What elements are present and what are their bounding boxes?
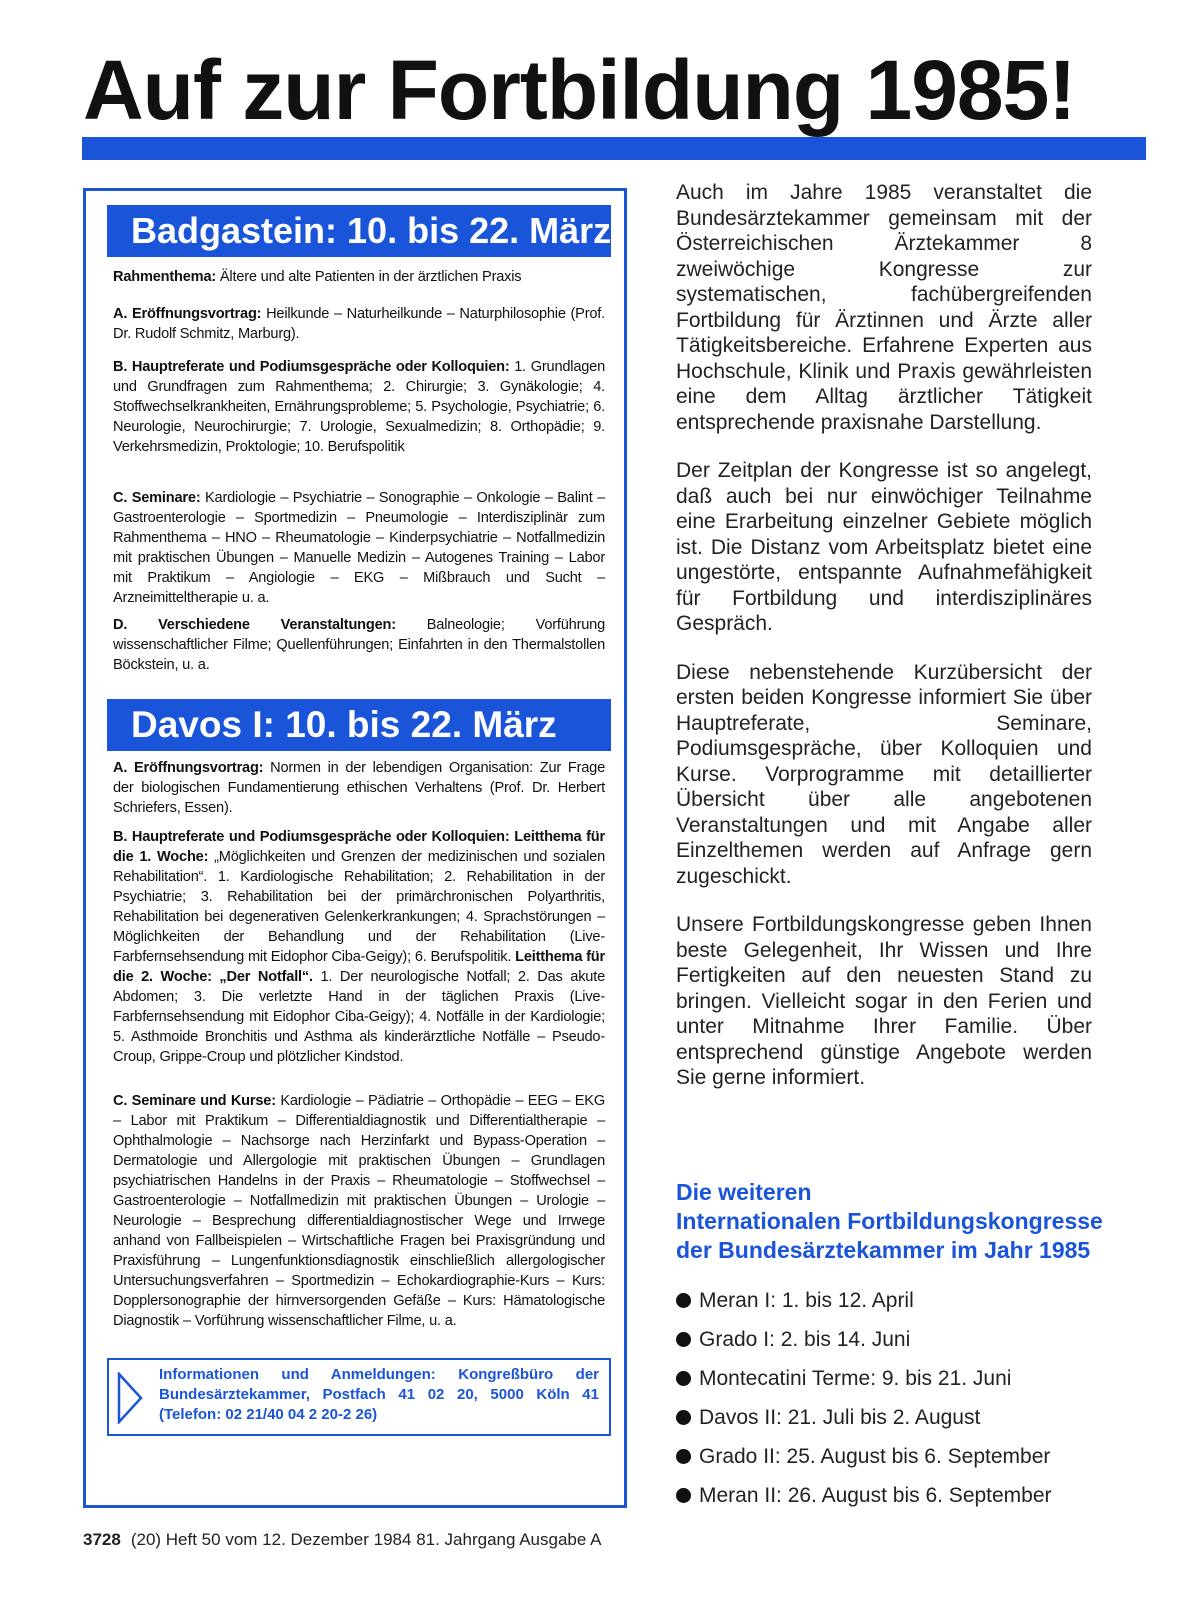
- list-item-text: Montecatini Terme: 9. bis 21. Juni: [699, 1367, 1012, 1390]
- page-number: 3728: [83, 1530, 121, 1549]
- section-b-label-week2: Leitthema für die 2. Woche: „Der Notfall“.: [113, 949, 605, 985]
- intro-column: [676, 180, 1092, 1114]
- rahmen-label: Rahmenthema:: [113, 269, 217, 285]
- page-headline: Auf zur Fortbildung 1985!: [83, 43, 1076, 137]
- section-a-text: Heilkunde – Naturheilkunde – Naturphilosophie (Prof. Dr. Rudolf Schmitz, Marburg).: [113, 306, 605, 342]
- program-box: [83, 188, 627, 1508]
- badgastein-section-b: [113, 357, 605, 457]
- further-congresses-heading: [676, 1178, 1116, 1265]
- section-b-label: B. Hauptreferate und Podiumsgespräche oder Kolloquien:: [113, 359, 510, 375]
- bullet-icon: [676, 1449, 691, 1464]
- davos-section-b: [113, 827, 605, 1067]
- badgastein-banner: Badgastein: 10. bis 22. März: [107, 205, 611, 257]
- intro-paragraph: Unsere Fortbildungskongresse geben Ihnen beste Gelegenheit, Ihr Wissen und Ihre Fertigkeiten auf den neuesten Stand zu bringen. Vielleicht sogar in den Ferien und unter Mitnahme Ihrer Familie. Über entsprechend günstige Angebote werden Sie gerne informiert.: [676, 913, 1092, 1089]
- section-c-label: C. Seminare:: [113, 490, 201, 506]
- badgastein-section-d: [113, 615, 605, 675]
- heading-line: Internationalen Fortbildungskongresse: [676, 1208, 1103, 1234]
- davos-section-a: [113, 758, 605, 818]
- list-item: [676, 1281, 1126, 1320]
- section-b-text: 1. Grundlagen und Grundfragen zum Rahmenthema; 2. Chirurgie; 3. Gynäkologie; 4. Stoffwechselkrankheiten, Ernährungsprobleme; 5. Psychologie, Psychiatrie; 6. Neurologie, Neurochirurgie; 7. Urologie, Sexualmedizin; 8. Orthopädie; 9. Verkehrsmedizin, Proktologie; 10. Berufspolitik: [113, 359, 606, 455]
- list-item-text: Grado I: 2. bis 14. Juni: [699, 1328, 911, 1351]
- headline-rule: [82, 137, 1146, 160]
- heading-line: der Bundesärztekammer im Jahr 1985: [676, 1237, 1091, 1263]
- section-a-text: Normen in der lebendigen Organisation: Zur Frage der biologischen Fundamentierung ethischen Verhaltens (Prof. Dr. Herbert Schriefers, Essen).: [113, 760, 605, 816]
- section-b-text: „Möglichkeiten und Grenzen der medizinischen und sozialen Rehabilitation“. 1. Kardiologische Rehabilitation; 2. Rehabilitation in der Psychiatrie; 3. Rehabilitation bei der primärchronischen Polyarthritis, Rehabilitation bei degenerativen Gelenkerkrankungen; 4. Sprachstörungen – Möglichkeiten der Behandlung und der Rehabilitation (Live-Farbfernsehsendung mit Eidophor Ciba-Geigy); 6. Berufspolitik.: [113, 849, 605, 965]
- intro-paragraph: Der Zeitplan der Kongresse ist so angelegt, daß auch bei nur einwöchiger Teilnahme eine Erarbeitung einzelner Gebiete möglich ist. Die Distanz vom Arbeitsplatz bietet eine ungestörte, entspannte Aufnahmefähigkeit für Fortbildung und interdisziplinäres Gespräch.: [676, 459, 1092, 635]
- section-c-label: C. Seminare und Kurse:: [113, 1093, 276, 1109]
- section-a-label: A. Eröffnungsvortrag:: [113, 306, 262, 322]
- list-item: [676, 1320, 1126, 1359]
- intro-paragraph: Auch im Jahre 1985 veranstaltet die Bundesärztekammer gemeinsam mit der Österreichischen Ärztekammer 8 zweiwöchige Kongresse zur systematischen, fachübergreifenden Fortbildung für Ärztinnen und Ärzte aller Tätigkeitsbereiche. Erfahrene Experten aus Hochschule, Klinik und Praxis gewährleisten eine dem Alltag ärztlicher Tätigkeit entsprechende praxisnahe Darstellung.: [676, 181, 1092, 434]
- bullet-icon: [676, 1410, 691, 1425]
- issue-info: (20) Heft 50 vom 12. Dezember 1984 81. Jahrgang Ausgabe A: [130, 1530, 602, 1549]
- list-item-text: Grado II: 25. August bis 6. September: [699, 1445, 1051, 1468]
- badgastein-section-c: [113, 488, 605, 608]
- badgastein-rahmenthema: [113, 267, 605, 287]
- davos-banner: Davos I: 10. bis 22. März: [107, 699, 611, 751]
- list-item-text: Davos II: 21. Juli bis 2. August: [699, 1406, 981, 1429]
- section-c-text: Kardiologie – Psychiatrie – Sonographie – Onkologie – Balint – Gastroenterologie – Sportmedizin – Pneumologie – Interdisziplinär zum Rahmenthema – HNO – Rheumatologie – Kinderpsychiatrie – Notfallmedizin mit praktischen Übungen – Manuelle Medizin – Autogenes Training – Labor mit Praktikum – Angiologie – EKG – Mißbrauch und Sucht – Arzneimitteltherapie u. a.: [113, 490, 605, 606]
- triangle-arrow-icon: [117, 1372, 143, 1424]
- section-c-text: Kardiologie – Pädiatrie – Orthopädie – EEG – EKG – Labor mit Praktikum – Differentialdiagnostik und Differentialtherapie – Ophthalmologie – Nachsorge nach Herzinfarkt und Bypass-Operation – Dermatologie und Allergologie mit praktischen Übungen – Grundlagen psychiatrischen Handelns in der Praxis – Rheumatologie – Stoffwechsel – Gastroenterologie – Notfallmedizin mit praktischen Übungen – Urologie – Neurologie – Besprechung differentialdiagnostischer Wege und Irrwege anhand von Fallbeispielen – Wirtschaftliche Fragen bei Praxisgründung und Praxisführung – Lungenfunktionsdiagnostik einschließlich allergologischer Untersuchungsverfahren – Sportmedizin – Echokardiographie-Kurs – Kurs: Dopplersonographie der hirnversorgenden Gefäße – Kurs: Hämatologische Diagnostik – Vorführung wissenschaftlicher Filme, u. a.: [113, 1093, 605, 1329]
- list-item: [676, 1398, 1126, 1437]
- badgastein-section-a: [113, 304, 605, 344]
- list-item-text: Meran I: 1. bis 12. April: [699, 1289, 914, 1312]
- heading-line: Die weiteren: [676, 1179, 812, 1205]
- bullet-icon: [676, 1293, 691, 1308]
- bullet-icon: [676, 1488, 691, 1503]
- section-d-text: Balneologie; Vorführung wissenschaftlicher Filme; Quellenführungen; Einfahrten in den Thermalstollen Böckstein, u. a.: [113, 617, 605, 673]
- page-footer: [83, 1530, 601, 1550]
- congress-list: [676, 1281, 1126, 1515]
- list-item-text: Meran II: 26. August bis 6. September: [699, 1484, 1052, 1507]
- intro-paragraph: Diese nebenstehende Kurzübersicht der ersten beiden Kongresse informiert Sie über Hauptreferate, Seminare, Podiumsgespräche, über Kolloquien und Kurse. Vorprogramme mit detaillierter Übersicht über alle angebotenen Veranstaltungen und mit Angabe aller Einzelthemen werden auf Anfrage gern zugeschickt.: [676, 660, 1092, 888]
- info-text: Informationen und Anmeldungen: Kongreßbüro der Bundesärztekammer, Postfach 41 02 20, 5000 Köln 41 (Telefon: 02 21/40 04 2 20-2 26): [159, 1366, 599, 1423]
- bullet-icon: [676, 1371, 691, 1386]
- davos-section-c: [113, 1091, 605, 1331]
- list-item: [676, 1359, 1126, 1398]
- list-item: [676, 1476, 1126, 1515]
- list-item: [676, 1437, 1126, 1476]
- info-box: [107, 1358, 611, 1436]
- section-a-label: A. Eröffnungsvortrag:: [113, 760, 264, 776]
- section-b-text-week2: 1. Der neurologische Notfall; 2. Das akute Abdomen; 3. Die verletzte Hand in der täglichen Praxis (Live-Farbfernsehsendung mit Eidophor Ciba-Geigy); 4. Notfälle in der Kardiologie; 5. Asthmoide Bronchitis und Asthma als kinderärztliche Notfälle – Pseudo-Croup, Grippe-Croup und plötzlicher Kindstod.: [113, 969, 605, 1065]
- bullet-icon: [676, 1332, 691, 1347]
- section-b-label: B. Hauptreferate und Podiumsgespräche oder Kolloquien: Leitthema für die 1. Woche:: [113, 829, 605, 865]
- section-d-label: D. Verschiedene Veranstaltungen:: [113, 617, 396, 633]
- rahmen-text: Ältere und alte Patienten in der ärztlichen Praxis: [216, 269, 522, 285]
